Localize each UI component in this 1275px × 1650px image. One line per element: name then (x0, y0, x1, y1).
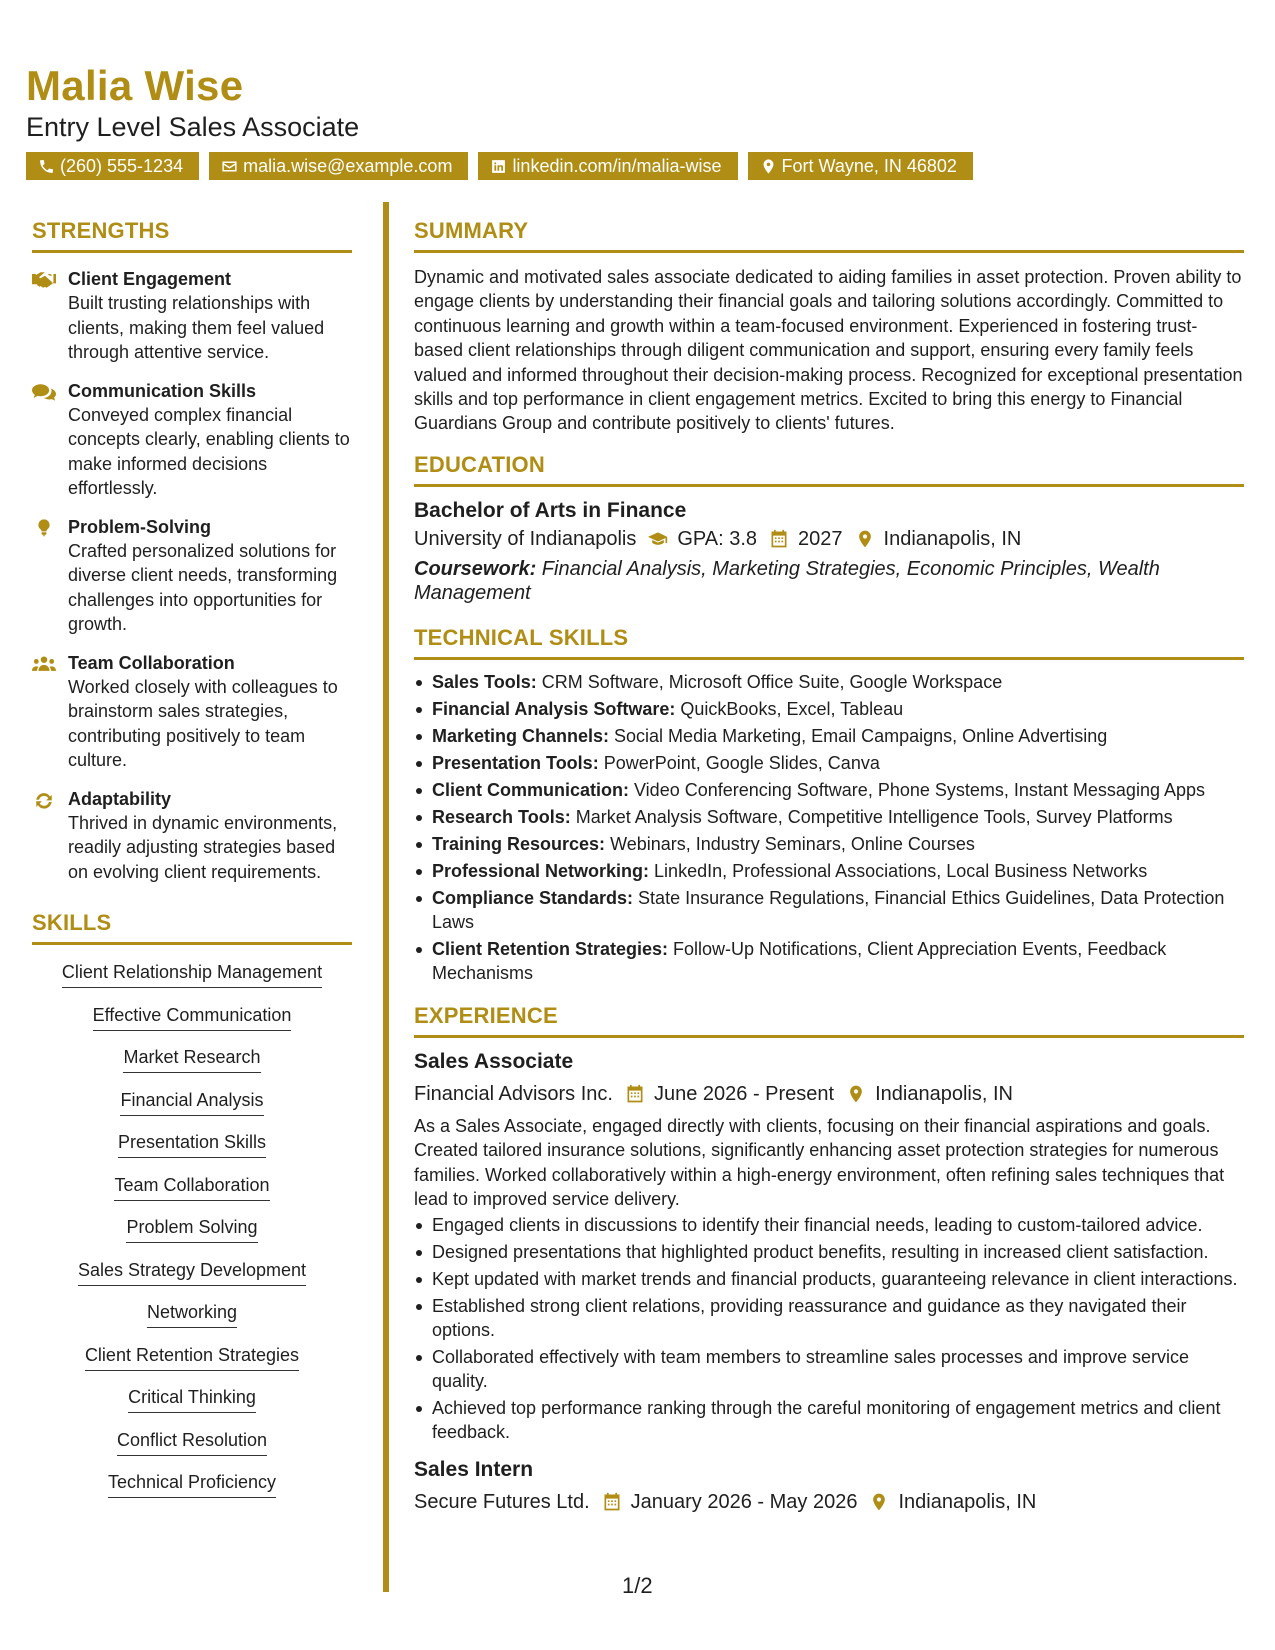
list-item: Kept updated with market trends and financial products, guaranteeing relevance in client interactions. (414, 1267, 1244, 1291)
education-meta (414, 525, 1244, 553)
school-name: University of Indianapolis (414, 527, 637, 550)
strength-item (32, 379, 352, 501)
tech-value: PowerPoint, Google Slides, Canva (598, 752, 880, 773)
strength-title: Problem-Solving (68, 516, 212, 537)
company-name: Financial Advisors Inc. (414, 1082, 613, 1105)
map-pin-icon (760, 158, 777, 175)
contact-email[interactable] (209, 152, 468, 180)
job-meta (414, 1488, 1244, 1516)
tech-value: LinkedIn, Professional Associations, Local Business Networks (649, 860, 1148, 881)
contact-email-text: malia.wise@example.com (243, 155, 453, 176)
map-pin-icon (846, 1084, 866, 1104)
job-bullets (414, 1213, 1244, 1444)
list-item (414, 859, 1244, 883)
coursework (414, 557, 1244, 605)
job-description: As a Sales Associate, engaged directly with clients, focusing on their financial aspirations and goals. Created tailored insurance solutions, significantly enhancing asset protection strategies for numerous families. Worked collaboratively within a high-energy environment, often refining sales techniques that lead to improved service delivery. (414, 1115, 1225, 1210)
strength-desc: Conveyed complex financial concepts clearly, enabling clients to make informed decisions effortlessly. (68, 404, 350, 498)
tech-value: QuickBooks, Excel, Tableau (675, 698, 904, 719)
lightbulb-icon (32, 518, 56, 538)
contact-phone[interactable] (26, 152, 199, 180)
map-pin-icon (855, 529, 875, 549)
candidate-name: Malia Wise (26, 62, 244, 109)
handshake-icon (32, 270, 56, 290)
list-item (414, 670, 1244, 694)
right-column (414, 218, 1244, 1516)
chat-bubbles-icon (32, 382, 56, 402)
degree: Bachelor of Arts in Finance (414, 498, 687, 522)
skill-item: Effective Communication (93, 1003, 292, 1031)
phone-icon (38, 158, 55, 175)
calendar-icon (602, 1492, 622, 1512)
tech-value: Webinars, Industry Seminars, Online Courses (605, 833, 975, 854)
skill-item: Client Relationship Management (62, 960, 322, 988)
skill-item: Financial Analysis (120, 1088, 263, 1116)
contact-bar (26, 152, 973, 180)
experience-heading: EXPERIENCE (414, 1003, 1244, 1038)
list-item (414, 778, 1244, 802)
column-divider (383, 202, 389, 1592)
skill-item: Networking (147, 1300, 237, 1328)
list-item (414, 724, 1244, 748)
contact-phone-text: (260) 555-1234 (60, 155, 184, 176)
job-role: Sales Associate (414, 1049, 574, 1073)
coursework-list: Financial Analysis, Marketing Strategies, Economic Principles, Wealth Management (414, 557, 1160, 604)
skill-item: Client Retention Strategies (85, 1343, 299, 1371)
job-location: Indianapolis, IN (898, 1491, 1037, 1514)
contact-linkedin-text: linkedin.com/in/malia-wise (512, 155, 722, 176)
list-item: Established strong client relations, providing reassurance and guidance as they navigated their options. (414, 1294, 1244, 1342)
company-name: Secure Futures Ltd. (414, 1491, 590, 1514)
skill-item: Market Research (123, 1045, 260, 1073)
skill-item: Conflict Resolution (117, 1428, 267, 1456)
calendar-icon (769, 529, 789, 549)
skill-item: Presentation Skills (118, 1130, 266, 1158)
education-heading: EDUCATION (414, 452, 1244, 487)
strength-item (32, 787, 352, 885)
skill-item: Technical Proficiency (108, 1470, 276, 1498)
users-icon (32, 654, 56, 674)
list-item: Designed presentations that highlighted product benefits, resulting in increased client satisfaction. (414, 1240, 1244, 1264)
technical-skills-heading: TECHNICAL SKILLS (414, 625, 1244, 660)
coursework-label: Coursework: (414, 557, 537, 580)
list-item (414, 805, 1244, 829)
tech-label: Compliance Standards: (432, 887, 634, 908)
list-item (414, 886, 1244, 934)
tech-value: Video Conferencing Software, Phone Systems, Instant Messaging Apps (629, 779, 1205, 800)
list-item (414, 937, 1244, 985)
strength-item (32, 267, 352, 365)
job-entry (414, 1456, 1244, 1516)
summary-text: Dynamic and motivated sales associate dedicated to aiding families in asset protection. Proven ability to engage clients by understanding their financial goals and tailoring solutions accordingly. Committed to continuous learning and growth within a team-focused environment. Experienced in fostering trust-based client relationships through diligent communication and support, ensuring every family feels valued and informed throughout their decision-making process. Recognized for exceptional presentation skills and top performance in client engagement metrics. Excited to bring this energy to Financial Guardians Group and contribute positively to clients' futures. (414, 267, 1243, 434)
job-entry (414, 1048, 1244, 1445)
gpa: GPA: 3.8 (677, 527, 758, 550)
graduation-cap-icon (648, 529, 668, 549)
skill-item: Sales Strategy Development (78, 1258, 306, 1286)
skills-heading: SKILLS (32, 910, 352, 945)
list-item: Achieved top performance ranking through the careful monitoring of engagement metrics and client feedback. (414, 1396, 1244, 1444)
strength-desc: Worked closely with colleagues to brainstorm sales strategies, contributing positively to team culture. (68, 676, 338, 770)
job-meta (414, 1080, 1244, 1108)
tech-label: Professional Networking: (432, 860, 650, 881)
job-title: Entry Level Sales Associate (26, 112, 360, 142)
tech-label: Client Retention Strategies: (432, 938, 669, 959)
tech-value: Market Analysis Software, Competitive Intelligence Tools, Survey Platforms (570, 806, 1173, 827)
strength-title: Adaptability (68, 788, 172, 809)
job-dates: June 2026 - Present (653, 1082, 835, 1105)
strength-title: Team Collaboration (68, 652, 235, 673)
strength-item (32, 651, 352, 773)
contact-location (748, 152, 973, 180)
list-item: Engaged clients in discussions to identify their financial needs, leading to custom-tailored advice. (414, 1213, 1244, 1237)
page-number: 1/2 (622, 1573, 653, 1598)
strengths-heading: STRENGTHS (32, 218, 352, 253)
tech-label: Training Resources: (432, 833, 606, 854)
skill-item: Critical Thinking (128, 1385, 256, 1413)
summary-heading: SUMMARY (414, 218, 1244, 253)
list-item (414, 697, 1244, 721)
education-entry (414, 497, 1244, 605)
tech-value: CRM Software, Microsoft Office Suite, Google Workspace (536, 671, 1003, 692)
list-item: Collaborated effectively with team members to streamline sales processes and improve service quality. (414, 1345, 1244, 1393)
tech-label: Sales Tools: (432, 671, 537, 692)
strengths-list (32, 267, 352, 884)
technical-skills-list (414, 670, 1244, 985)
skill-item: Problem Solving (126, 1215, 257, 1243)
strength-desc: Thrived in dynamic environments, readily adjusting strategies based on evolving client requirements. (68, 812, 338, 882)
school-location: Indianapolis, IN (883, 527, 1022, 550)
graduation-year: 2027 (798, 527, 843, 550)
left-column (32, 218, 352, 1498)
strength-item (32, 515, 352, 637)
job-role: Sales Intern (414, 1458, 534, 1482)
calendar-icon (625, 1084, 645, 1104)
strength-title: Client Engagement (68, 269, 232, 289)
tech-label: Marketing Channels: (432, 725, 610, 746)
strength-title: Communication Skills (68, 380, 257, 401)
job-dates: January 2026 - May 2026 (630, 1491, 858, 1514)
strength-desc: Crafted personalized solutions for diverse client needs, transforming challenges into opportunities for growth. (68, 540, 338, 634)
list-item (414, 832, 1244, 856)
list-item (414, 751, 1244, 775)
tech-label: Research Tools: (432, 806, 571, 827)
strength-desc: Built trusting relationships with clients, making them feel valued through attentive service. (68, 293, 325, 362)
tech-value: State Insurance Regulations, Financial Ethics Guidelines, Data Protection Laws (432, 887, 1225, 932)
skill-item: Team Collaboration (114, 1173, 269, 1201)
tech-value: Follow-Up Notifications, Client Appreciation Events, Feedback Mechanisms (432, 938, 1167, 983)
contact-location-text: Fort Wayne, IN 46802 (781, 155, 957, 176)
tech-label: Client Communication: (432, 779, 629, 800)
contact-linkedin[interactable] (478, 152, 737, 180)
linkedin-icon (490, 158, 507, 175)
envelope-icon (221, 158, 238, 175)
refresh-icon (32, 790, 56, 810)
job-location: Indianapolis, IN (875, 1082, 1013, 1105)
tech-label: Presentation Tools: (432, 752, 599, 773)
tech-label: Financial Analysis Software: (432, 698, 676, 719)
tech-value: Social Media Marketing, Email Campaigns, Online Advertising (609, 725, 1108, 746)
skills-list (32, 955, 352, 1498)
map-pin-icon (869, 1492, 889, 1512)
